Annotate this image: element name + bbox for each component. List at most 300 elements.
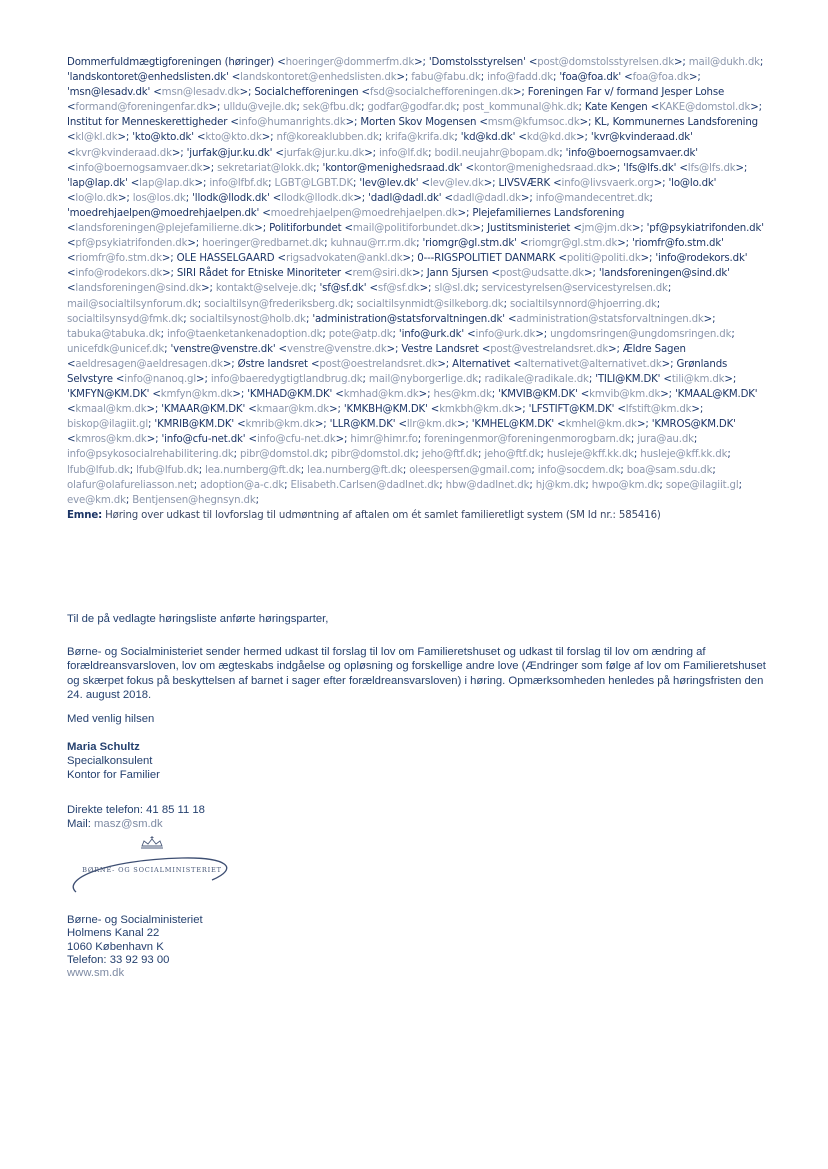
recipient-item: 'pf@psykiatrifonden.dk' <pf@psykiatrifonden.dk>;	[67, 223, 764, 250]
recipient-email[interactable]: foreningenmor@foreningenmorogbarn.dk	[424, 434, 631, 446]
recipient-item: LGBT@LGBT.DK;	[274, 177, 360, 189]
recipient-item: 'lo@lo.dk' <lo@lo.dk>;	[67, 177, 717, 204]
recipient-name: Institut for Menneskerettigheder	[67, 117, 228, 129]
recipient-item: 'kto@kto.dk' <kto@kto.dk>;	[132, 132, 277, 144]
recipient-email[interactable]: socialtilsynsyd@fmk.dk	[67, 313, 184, 325]
recipient-item: Elisabeth.Carlsen@dadlnet.dk;	[290, 479, 446, 491]
recipient-item: info@baeredygtigtlandbrug.dk;	[210, 373, 369, 385]
recipient-name: 'venstre@venstre.dk'	[170, 343, 276, 355]
subject-label: Emne:	[67, 509, 103, 521]
recipient-email[interactable]: krifa@krifa.dk	[385, 132, 455, 144]
recipient-item: sope@ilagiit.gl;	[665, 479, 742, 491]
recipient-name: 'msn@lesadv.dk'	[67, 87, 151, 99]
closing: Med venlig hilsen	[67, 713, 155, 725]
recipient-item: info@lfbf.dk;	[209, 177, 275, 189]
recipient-email[interactable]: servicestyrelsen@servicestyrelsen.dk	[481, 283, 668, 295]
recipient-name: 'kontor@menighedsraad.dk'	[322, 162, 463, 174]
recipient-name: 'sf@sf.dk'	[319, 283, 367, 295]
recipient-item: socialtilsynost@holb.dk;	[189, 313, 313, 325]
recipient-name: 'LLR@KM.DK'	[329, 419, 396, 431]
recipient-email[interactable]: info@rodekors.dk	[75, 268, 163, 280]
recipient-email[interactable]: Elisabeth.Carlsen@dadlnet.dk	[290, 479, 440, 491]
recipient-email[interactable]: olafur@olafureliasson.net	[67, 479, 194, 491]
recipient-name: 'kto@kto.dk'	[132, 132, 194, 144]
recipient-name: 'KMKBH@KM.DK'	[343, 404, 428, 416]
recipient-item: olafur@olafureliasson.net;	[67, 479, 201, 491]
recipient-email[interactable]: kd@kd.dk	[526, 132, 577, 144]
recipient-name: 'TILI@KM.DK'	[595, 373, 661, 385]
recipient-item: Foreningen Far v/ formand Jesper Lohse <formand@foreningenfar.dk>;	[67, 87, 725, 114]
recipient-item: info@mandecentret.dk;	[535, 192, 653, 204]
recipient-email[interactable]: fabu@fabu.dk	[411, 72, 481, 84]
recipient-item: 'info@rodekors.dk' <info@rodekors.dk>;	[67, 253, 748, 280]
recipient-email[interactable]: sope@ilagiit.gl	[665, 479, 739, 491]
recipient-email[interactable]: tili@km.dk	[671, 373, 725, 385]
recipient-item: 'lap@lap.dk' <lap@lap.dk>;	[67, 177, 210, 189]
recipient-email[interactable]: lo@lo.dk	[75, 192, 118, 204]
recipient-item: SIRI Rådet for Etniske Minoriteter <rem@siri.dk>;	[176, 268, 427, 280]
recipient-email[interactable]: llodk@llodk.dk	[281, 192, 354, 204]
recipient-item: 'LLR@KM.DK' <llr@km.dk>;	[329, 419, 472, 431]
recipient-email[interactable]: husleje@kff.kk.dk	[640, 449, 728, 461]
greeting: Til de på vedlagte høringsliste anførte høringsparter,	[67, 613, 329, 625]
ministry-logo	[62, 836, 242, 904]
recipient-item: info@psykosocialrehabilitering.dk;	[67, 449, 241, 461]
recipient-email[interactable]: ulldu@vejle.dk	[223, 102, 297, 114]
recipient-name: Plejefamiliernes Landsforening	[472, 207, 625, 219]
recipient-email[interactable]: landsforeningen@plejefamilierne.dk	[75, 223, 255, 235]
recipient-email[interactable]: radikale@radikale.dk	[484, 373, 589, 385]
recipient-email[interactable]: info@cfu-net.dk	[256, 434, 336, 446]
recipient-email[interactable]: LGBT@LGBT.DK	[274, 177, 354, 189]
recipient-item: LIVSVÆRK <info@livsvaerk.org>;	[498, 177, 669, 189]
recipient-item: socialtilsynmidt@silkeborg.dk;	[356, 298, 510, 310]
recipient-email[interactable]: llr@km.dk	[406, 419, 457, 431]
recipient-item: jura@au.dk;	[637, 434, 698, 446]
recipient-email[interactable]: rigsadvokaten@ankl.dk	[285, 253, 403, 265]
recipient-email[interactable]: socialtilsyn@frederiksberg.dk	[204, 298, 351, 310]
recipient-email[interactable]: kontor@menighedsraad.dk	[473, 162, 609, 174]
recipient-item: Jann Sjursen <post@udsatte.dk>;	[426, 268, 599, 280]
recipient-item: 'riomfr@fo.stm.dk' <riomfr@fo.stm.dk>;	[67, 238, 724, 265]
recipient-name: 'kd@kd.dk'	[460, 132, 516, 144]
recipient-email[interactable]: aeldresagen@aeldresagen.dk	[75, 358, 223, 370]
recipient-email[interactable]: fsd@socialchefforeningen.dk	[369, 87, 513, 99]
recipient-email[interactable]: mail@dukh.dk	[688, 57, 760, 68]
recipient-name: 'KMROS@KM.DK'	[651, 419, 736, 431]
recipient-item: foreningenmor@foreningenmorogbarn.dk;	[424, 434, 638, 446]
recipient-item: hoeringer@redbarnet.dk;	[202, 238, 331, 250]
recipient-email[interactable]: bodil.neujahr@bopam.dk	[434, 147, 560, 159]
recipient-email[interactable]: lap@lap.dk	[139, 177, 195, 189]
recipient-name: 'lfs@lfs.dk'	[623, 162, 677, 174]
recipient-email[interactable]: Bentjensen@hegnsyn.dk	[132, 494, 256, 506]
recipient-email[interactable]: rem@siri.dk	[352, 268, 412, 280]
recipient-item: 'llodk@llodk.dk' <llodk@llodk.dk>;	[192, 192, 369, 204]
recipient-item: 'lfs@lfs.dk' <lfs@lfs.dk>;	[623, 162, 748, 174]
recipient-email[interactable]: dadl@dadl.dk	[452, 192, 521, 204]
recipient-item: socialtilsynnord@hjoerring.dk;	[509, 298, 661, 310]
recipient-item: 'KMAAL@KM.DK' <kmaal@km.dk>;	[67, 389, 758, 416]
recipient-email[interactable]: hj@km.dk	[535, 479, 586, 491]
recipient-email[interactable]: kmhad@km.dk	[343, 389, 419, 401]
recipient-item: Politiforbundet <mail@politiforbundet.dk>;	[269, 223, 488, 235]
recipient-item: jeho@ftf.dk;	[484, 449, 547, 461]
recipient-email[interactable]: oleespersen@gmail.com	[409, 464, 532, 476]
recipient-item: godfar@godfar.dk;	[367, 102, 463, 114]
recipient-email[interactable]: lev@lev.dk	[429, 177, 484, 189]
recipient-email[interactable]: jm@jm.dk	[581, 223, 632, 235]
recipient-item: 'kd@kd.dk' <kd@kd.dk>;	[460, 132, 591, 144]
recipient-item: info@taenketankenadoption.dk;	[167, 328, 329, 340]
recipient-item: 'LFSTIFT@KM.DK' <lfstift@km.dk>;	[528, 404, 704, 416]
recipient-email[interactable]: info@livsvaerk.org	[561, 177, 654, 189]
recipient-email[interactable]: jeho@ftf.dk	[484, 449, 541, 461]
recipient-email[interactable]: socialtilsynmidt@silkeborg.dk	[356, 298, 504, 310]
recipient-item: oleespersen@gmail.com;	[409, 464, 538, 476]
recipient-item: 'KMKBH@KM.DK' <kmkbh@km.dk>;	[343, 404, 529, 416]
recipient-item: tabuka@tabuka.dk;	[67, 328, 168, 340]
recipient-item: ulldu@vejle.dk;	[223, 102, 303, 114]
recipient-email[interactable]: riomfr@fo.stm.dk	[75, 253, 162, 265]
recipient-name: 'lo@lo.dk'	[668, 177, 717, 189]
recipient-email[interactable]: hwpo@km.dk	[591, 479, 660, 491]
recipient-item: 'kvr@kvinderaad.dk' <kvr@kvinderaad.dk>;	[67, 132, 693, 159]
recipient-email[interactable]: jurfak@jur.ku.dk	[283, 147, 365, 159]
recipient-email[interactable]: kto@kto.dk	[205, 132, 262, 144]
recipient-email[interactable]: kmaar@km.dk	[256, 404, 330, 416]
recipient-item: 'foa@foa.dk' <foa@foa.dk>;	[559, 72, 701, 84]
recipient-name: Østre landsret	[237, 358, 308, 370]
recipient-email[interactable]: lfub@lfub.dk	[136, 464, 199, 476]
recipient-email[interactable]: info@humanrights.dk	[238, 117, 346, 129]
recipient-name: 'KMHEL@KM.DK'	[471, 419, 555, 431]
address-web[interactable]: www.sm.dk	[67, 967, 125, 980]
recipient-item: info@lf.dk;	[379, 147, 435, 159]
recipient-email[interactable]: post_kommunal@hk.dk	[462, 102, 579, 114]
recipient-email[interactable]: pote@atp.dk	[328, 328, 393, 340]
recipient-item: kontakt@selveje.dk;	[215, 283, 320, 295]
recipient-name: KL, Kommunernes Landsforening	[594, 117, 758, 129]
recipient-name: 'info@cfu-net.dk'	[161, 434, 246, 446]
recipient-item: 'Domstolsstyrelsen' <post@domstolsstyrelsen.dk>;	[428, 57, 689, 68]
mail-line	[67, 817, 767, 831]
recipient-item: Alternativet <alternativet@alternativet.dk>;	[452, 358, 677, 370]
recipient-email[interactable]: pibr@domstol.dk	[240, 449, 325, 461]
recipient-email[interactable]: kmvib@km.dk	[589, 389, 661, 401]
recipient-email[interactable]: unicefdk@unicef.dk	[67, 343, 165, 355]
recipient-item: 'moedrehjaelpen@moedrehjaelpen.dk' <moedrehjaelpen@moedrehjaelpen.dk>;	[67, 207, 473, 219]
recipient-email[interactable]: kmhel@km.dk	[565, 419, 637, 431]
address-street: Holmens Kanal 22	[67, 927, 160, 940]
recipient-name: 'info@urk.dk'	[398, 328, 465, 340]
recipient-item: adoption@a-c.dk;	[200, 479, 291, 491]
recipient-item: 'sf@sf.dk' <sf@sf.dk>;	[319, 283, 435, 295]
recipient-item: hj@km.dk;	[535, 479, 592, 491]
recipient-email[interactable]: nf@koreaklubben.dk	[276, 132, 379, 144]
recipient-email[interactable]: socialtilsynost@holb.dk	[189, 313, 306, 325]
recipient-name: 'KMAAR@KM.DK'	[161, 404, 246, 416]
recipient-item: eve@km.dk;	[67, 494, 133, 506]
recipient-email[interactable]: socialtilsynnord@hjoerring.dk	[509, 298, 657, 310]
recipient-email[interactable]: info@lf.dk	[379, 147, 429, 159]
recipient-name: 'Domstolsstyrelsen'	[428, 57, 526, 68]
recipient-name: Vestre Landsret	[401, 343, 479, 355]
recipient-email[interactable]: administration@statsforvaltningen.dk	[516, 313, 704, 325]
recipient-email[interactable]: jura@au.dk	[637, 434, 694, 446]
signer-title: Specialkonsulent	[67, 755, 153, 767]
recipient-item: Dommerfuldmægtigforeningen (høringer) <hoeringer@dommerfm.dk>;	[67, 57, 429, 68]
address-phone: Telefon: 33 92 93 00	[67, 953, 170, 966]
recipient-name: 'KMRIB@KM.DK'	[154, 419, 235, 431]
recipient-email[interactable]: godfar@godfar.dk	[367, 102, 457, 114]
recipient-item: nf@koreaklubben.dk;	[276, 132, 386, 144]
recipient-email[interactable]: ungdomsringen@ungdomsringen.dk	[550, 328, 732, 340]
recipient-email[interactable]: mail@socialtilsynforum.dk	[67, 298, 198, 310]
recipient-item: servicestyrelsen@servicestyrelsen.dk;	[481, 283, 672, 295]
recipient-name: 'dadl@dadl.dk'	[368, 192, 442, 204]
recipient-email[interactable]: info@socdem.dk	[537, 464, 621, 476]
recipient-item: 'kontor@menighedsraad.dk' <kontor@menighedsraad.dk>;	[322, 162, 624, 174]
recipient-item: lfub@lfub.dk;	[67, 464, 137, 476]
recipient-name: Jann Sjursen	[426, 268, 489, 280]
recipient-email[interactable]: kuhnau@rr.rm.dk	[330, 238, 417, 250]
recipient-name: LIVSVÆRK	[498, 177, 551, 189]
recipient-name: 'kvr@kvinderaad.dk'	[590, 132, 693, 144]
recipient-email[interactable]: post@udsatte.dk	[499, 268, 585, 280]
recipient-email[interactable]: KAKE@domstol.dk	[659, 102, 751, 114]
recipient-item: lfub@lfub.dk;	[136, 464, 206, 476]
recipient-item: hes@km.dk;	[433, 389, 499, 401]
recipient-item: unicefdk@unicef.dk;	[67, 343, 171, 355]
subject-line	[67, 510, 661, 521]
recipient-email[interactable]: post@domstolsstyrelsen.dk	[537, 57, 675, 68]
recipient-name: 'KMFYN@KM.DK'	[67, 389, 150, 401]
recipient-email[interactable]: tabuka@tabuka.dk	[67, 328, 161, 340]
recipient-name: 'riomgr@gl.stm.dk'	[422, 238, 517, 250]
recipient-item: jeho@ftf.dk;	[421, 449, 485, 461]
recipient-item: lea.nurnberg@ft.dk;	[205, 464, 308, 476]
recipient-item: 'jurfak@jur.ku.dk' <jurfak@jur.ku.dk>;	[186, 147, 379, 159]
recipient-email[interactable]: hoeringer@redbarnet.dk	[202, 238, 325, 250]
recipient-item: post_kommunal@hk.dk;	[462, 102, 585, 114]
recipient-item: 'dadl@dadl.dk' <dadl@dadl.dk>;	[368, 192, 536, 204]
recipient-item: Institut for Menneskerettigheder <info@humanrights.dk>;	[67, 117, 361, 129]
recipient-email[interactable]: sl@sl.dk	[434, 283, 476, 295]
recipient-email[interactable]: sf@sf.dk	[377, 283, 420, 295]
recipient-item: sekretariat@lokk.dk;	[217, 162, 323, 174]
recipient-email[interactable]: boa@sam.sdu.dk	[626, 464, 713, 476]
recipient-item: krifa@krifa.dk;	[385, 132, 461, 144]
recipient-email[interactable]: post@vestrelandsret.dk	[490, 343, 609, 355]
recipient-item: info@fadd.dk;	[487, 72, 560, 84]
recipient-email[interactable]: lfstift@km.dk	[625, 404, 692, 416]
recipient-email[interactable]: lfs@lfs.dk	[687, 162, 736, 174]
recipient-email[interactable]: adoption@a-c.dk	[200, 479, 285, 491]
recipient-email[interactable]: foa@foa.dk	[632, 72, 689, 84]
recipient-email[interactable]: eve@km.dk	[67, 494, 126, 506]
recipient-email[interactable]: info@boernogsamvaer.dk	[75, 162, 203, 174]
recipient-name: OLE HASSELGAARD	[176, 253, 275, 265]
recipient-item: biskop@ilagiit.gl;	[67, 419, 155, 431]
recipient-item: 'KMROS@KM.DK' <kmros@km.dk>;	[67, 419, 736, 446]
recipient-item: 'msn@lesadv.dk' <msn@lesadv.dk>;	[67, 87, 255, 99]
recipient-email[interactable]: landskontoret@enhedslisten.dk	[240, 72, 397, 84]
recipient-email[interactable]: lea.nurnberg@ft.dk	[205, 464, 301, 476]
recipient-email[interactable]: info@taenketankenadoption.dk	[167, 328, 323, 340]
subject-text: Høring over udkast til lovforslag til udmøntning af aftalen om ét samlet familieretligt system (SM Id nr.: 585416)	[105, 509, 661, 521]
recipient-email[interactable]: lfub@lfub.dk	[67, 464, 130, 476]
recipient-item: mail@dukh.dk;	[688, 57, 764, 68]
recipient-name: Morten Skov Mogensen	[360, 117, 477, 129]
recipient-name: 'lap@lap.dk'	[67, 177, 128, 189]
recipient-name: 'info@rodekors.dk'	[655, 253, 748, 265]
recipient-item: husleje@kff.kk.dk;	[640, 449, 731, 461]
recipient-name: 'foa@foa.dk'	[559, 72, 622, 84]
recipient-email[interactable]: kmkbh@km.dk	[439, 404, 514, 416]
recipient-email[interactable]: kmfyn@km.dk	[160, 389, 233, 401]
recipient-name: 'LFSTIFT@KM.DK'	[528, 404, 615, 416]
recipient-email[interactable]: lea.nurnberg@ft.dk	[307, 464, 403, 476]
recipient-email[interactable]: kmaal@km.dk	[75, 404, 147, 416]
letter-body: Børne- og Socialministeriet sender hermed udkast til forslag til lov om Familieretshuset og udkast til forslag til lov om ændring af forældreansvarsloven, lov om ægteskabs indgåelse og opløsning og forskellige andre love (Ændringer som følge af lov om Familieretshuset og skærpet fokus på beskyttelsen af barnet i sager efter forældreansvarsloven) i høring. Opmærksomheden henledes på høringsfristen den 24. august 2018.	[67, 646, 766, 701]
recipient-name: 'KMVIB@KM.DK'	[498, 389, 578, 401]
recipient-email[interactable]: pibr@domstol.dk	[330, 449, 416, 461]
recipient-name: 'llodk@llodk.dk'	[192, 192, 270, 204]
recipient-item: radikale@radikale.dk;	[484, 373, 596, 385]
mail-link[interactable]: masz@sm.dk	[94, 818, 163, 830]
recipient-name: 'lev@lev.dk'	[359, 177, 419, 189]
recipient-name: Foreningen Far v/ formand Jesper Lohse	[527, 87, 725, 99]
recipient-item: socialtilsyn@frederiksberg.dk;	[204, 298, 357, 310]
recipient-name: 'KMHAD@KM.DK'	[247, 389, 333, 401]
recipient-item: Socialchefforeningen <fsd@socialchefforeningen.dk>;	[254, 87, 528, 99]
recipient-email[interactable]: info@lfbf.dk	[209, 177, 269, 189]
recipient-item: 'TILI@KM.DK' <tili@km.dk>;	[595, 373, 737, 385]
recipient-email[interactable]: hes@km.dk	[433, 389, 492, 401]
recipient-email[interactable]: sek@fbu.dk	[302, 102, 361, 114]
recipient-item: himr@himr.fo;	[350, 434, 425, 446]
address-city: 1060 København K	[67, 940, 164, 953]
recipient-email[interactable]: msm@kfumsoc.dk	[487, 117, 580, 129]
recipient-email[interactable]: post@oestrelandsret.dk	[319, 358, 438, 370]
recipient-email[interactable]: los@los.dk	[132, 192, 186, 204]
recipient-email[interactable]: hbw@dadlnet.dk	[445, 479, 530, 491]
recipient-item: Grønlands Selvstyre <info@nanoq.gl>;	[67, 358, 728, 385]
recipient-email[interactable]: kl@kl.dk	[75, 132, 118, 144]
recipient-item: 'info@boernogsamvaer.dk' <info@boernogsamvaer.dk>;	[67, 147, 698, 174]
recipient-item: Vestre Landsret <post@vestrelandsret.dk>;	[401, 343, 623, 355]
recipient-email[interactable]: formand@foreningenfar.dk	[75, 102, 209, 114]
recipient-email[interactable]: kontakt@selveje.dk	[215, 283, 314, 295]
recipient-item: Ældre Sagen <aeldresagen@aeldresagen.dk>;	[67, 343, 686, 370]
recipient-item: los@los.dk;	[132, 192, 193, 204]
recipient-item: pibr@domstol.dk;	[240, 449, 331, 461]
signer-name: Maria Schultz	[67, 741, 140, 753]
recipient-email[interactable]: venstre@venstre.dk	[286, 343, 387, 355]
recipient-email[interactable]: mail@nyborgerlige.dk	[368, 373, 479, 385]
logo-swoosh	[73, 858, 226, 892]
recipient-item: 'info@urk.dk' <info@urk.dk>;	[398, 328, 551, 340]
recipient-item: 'riomgr@gl.stm.dk' <riomgr@gl.stm.dk>;	[422, 238, 633, 250]
recipient-name: Justitsministeriet	[487, 223, 571, 235]
recipient-item: bodil.neujahr@bopam.dk;	[434, 147, 566, 159]
recipient-email[interactable]: info@urk.dk	[475, 328, 536, 340]
recipient-email[interactable]: riomgr@gl.stm.dk	[528, 238, 618, 250]
recipient-email[interactable]: politi@politi.dk	[566, 253, 641, 265]
recipient-email[interactable]: info@fadd.dk	[487, 72, 553, 84]
recipient-item: kuhnau@rr.rm.dk;	[330, 238, 423, 250]
recipient-name: 'landsforeningen@sind.dk'	[598, 268, 730, 280]
recipient-email[interactable]: msn@lesadv.dk	[161, 87, 240, 99]
recipient-email[interactable]: sekretariat@lokk.dk	[217, 162, 317, 174]
recipient-email[interactable]: pf@psykiatrifonden.dk	[75, 238, 188, 250]
recipient-item: socialtilsynsyd@fmk.dk;	[67, 313, 190, 325]
recipient-name: Politiforbundet	[269, 223, 342, 235]
recipient-name: Alternativet	[452, 358, 511, 370]
signature-block	[67, 740, 767, 831]
recipient-name: Kate Kengen	[584, 102, 648, 114]
recipient-item: fabu@fabu.dk;	[411, 72, 488, 84]
recipient-name: 'info@boernogsamvaer.dk'	[565, 147, 698, 159]
recipient-name: Socialchefforeningen	[254, 87, 359, 99]
recipient-list	[67, 55, 772, 523]
signer-office: Kontor for Familier	[67, 769, 160, 781]
recipient-item: Kate Kengen <KAKE@domstol.dk>;	[584, 102, 762, 114]
recipient-email[interactable]: info@nanoq.gl	[124, 373, 197, 385]
recipient-email[interactable]: info@psykosocialrehabilitering.dk	[67, 449, 234, 461]
recipient-item: 'landskontoret@enhedslisten.dk' <landskontoret@enhedslisten.dk>;	[67, 72, 412, 84]
direct-phone: Direkte telefon: 41 85 11 18	[67, 804, 205, 816]
recipient-email[interactable]: husleje@kff.kk.dk	[546, 449, 634, 461]
recipient-item: ungdomsringen@ungdomsringen.dk;	[550, 328, 735, 340]
recipient-email[interactable]: jeho@ftf.dk	[421, 449, 478, 461]
recipient-email[interactable]: kvr@kvinderaad.dk	[75, 147, 172, 159]
recipient-email[interactable]: info@baeredygtigtlandbrug.dk	[210, 373, 363, 385]
recipient-name: 'moedrehjaelpen@moedrehjaelpen.dk'	[67, 207, 260, 219]
recipient-email[interactable]: mail@politiforbundet.dk	[352, 223, 473, 235]
recipient-email[interactable]: hoeringer@dommerfm.dk	[285, 57, 415, 68]
mail-label: Mail:	[67, 818, 94, 830]
recipient-item: mail@nyborgerlige.dk;	[368, 373, 485, 385]
recipient-item: 'KMFYN@KM.DK' <kmfyn@km.dk>;	[67, 389, 248, 401]
recipient-item: hwpo@km.dk;	[591, 479, 666, 491]
recipient-email[interactable]: kmrib@km.dk	[245, 419, 315, 431]
recipient-email[interactable]: info@mandecentret.dk	[535, 192, 650, 204]
recipient-email[interactable]: biskop@ilagiit.gl	[67, 419, 149, 431]
logo-text: BØRNE- OG SOCIALMINISTERIET	[82, 866, 222, 874]
recipient-email[interactable]: moedrehjaelpen@moedrehjaelpen.dk	[270, 207, 458, 219]
recipient-email[interactable]: alternativet@alternativet.dk	[521, 358, 662, 370]
recipient-item: boa@sam.sdu.dk;	[626, 464, 716, 476]
recipient-item: 0---RIGSPOLITIET DANMARK <politi@politi.dk>;	[417, 253, 656, 265]
recipient-name: 'KMAAL@KM.DK'	[675, 389, 758, 401]
recipient-item: 'administration@statsforvaltningen.dk' <administration@statsforvaltningen.dk>;	[312, 313, 716, 325]
recipient-name: 'administration@statsforvaltningen.dk'	[312, 313, 505, 325]
recipient-item: 'info@cfu-net.dk' <info@cfu-net.dk>;	[161, 434, 351, 446]
recipient-email[interactable]: himr@himr.fo	[350, 434, 418, 446]
recipient-email[interactable]: kmros@km.dk	[75, 434, 147, 446]
recipient-email[interactable]: landsforeningen@sind.dk	[75, 283, 202, 295]
recipient-item: Plejefamiliernes Landsforening <landsforeningen@plejefamilierne.dk>;	[67, 207, 625, 235]
recipient-name: Ældre Sagen	[622, 343, 686, 355]
recipient-item: sl@sl.dk;	[434, 283, 482, 295]
recipient-item: 'lev@lev.dk' <lev@lev.dk>;	[359, 177, 499, 189]
recipient-item: 'KMHEL@KM.DK' <kmhel@km.dk>;	[471, 419, 652, 431]
recipient-item: 'landsforeningen@sind.dk' <landsforeningen@sind.dk>;	[67, 268, 730, 295]
recipient-name: 'riomfr@fo.stm.dk'	[632, 238, 724, 250]
recipient-name: Dommerfuldmægtigforeningen (høringer)	[67, 57, 275, 68]
